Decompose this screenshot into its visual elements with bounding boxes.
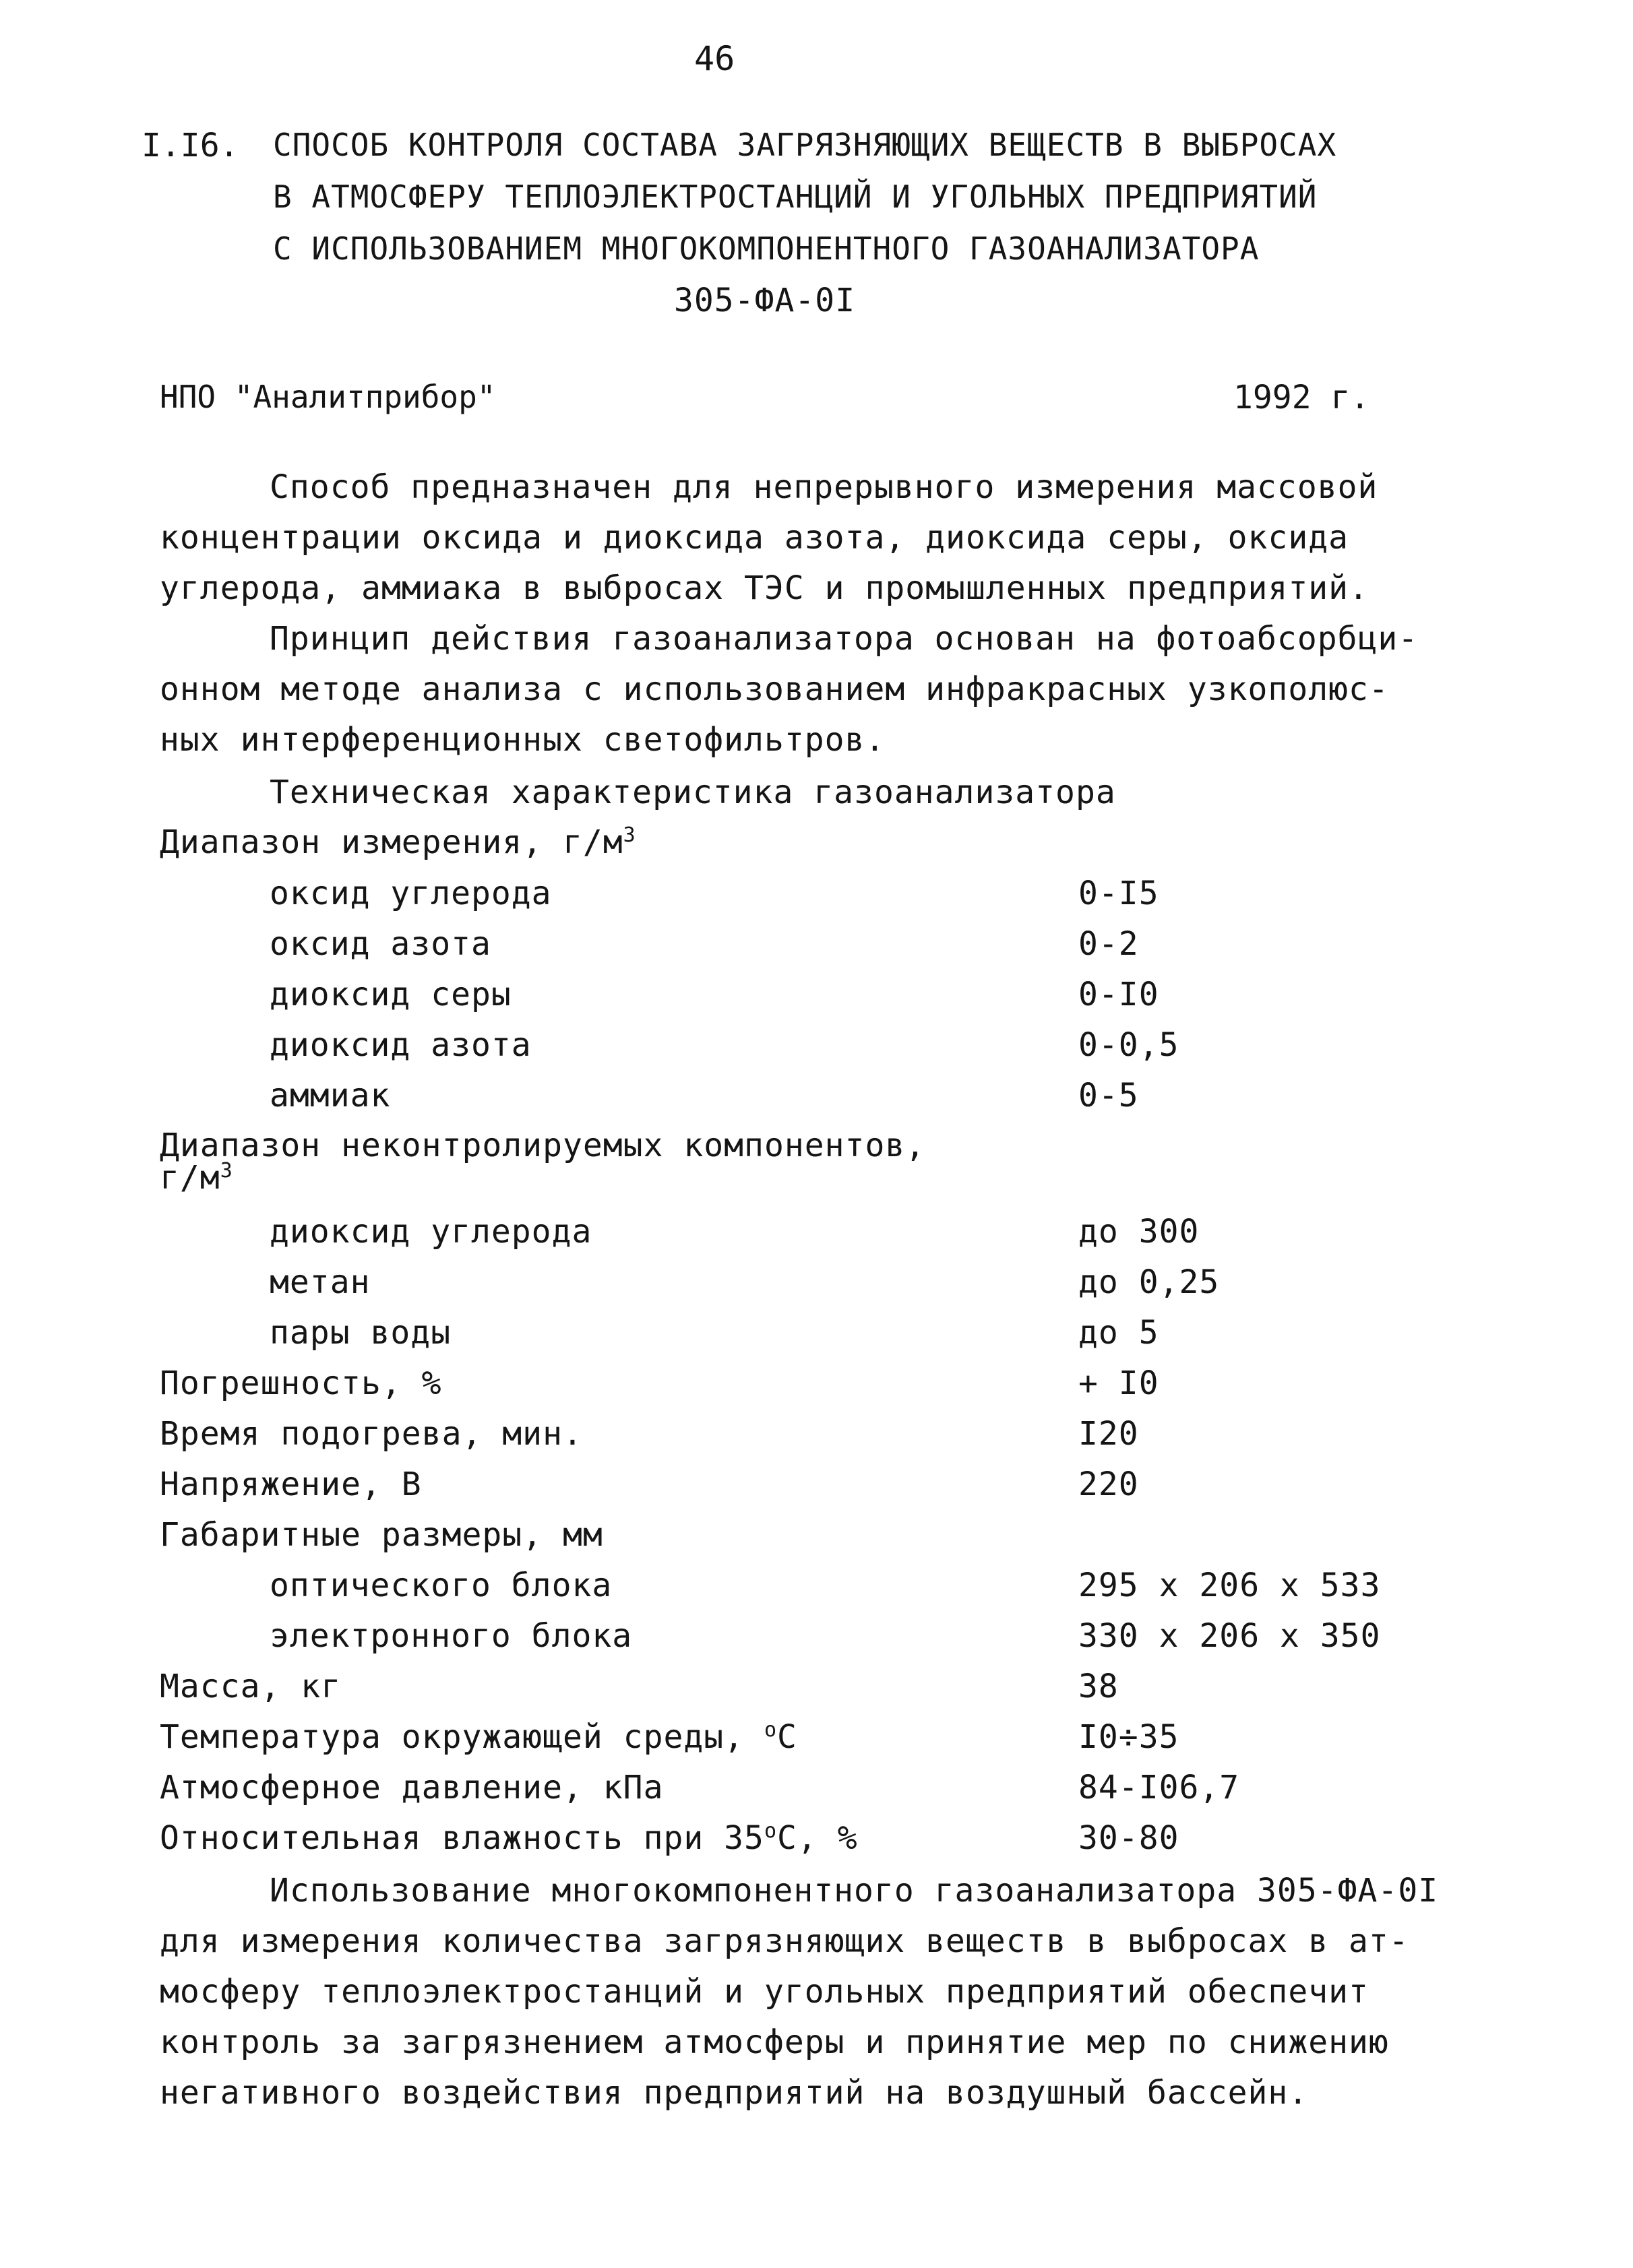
conclusion-line: негативного воздействия предприятий на воздушный бассейн. [160,2074,1309,2112]
measurement-item-name: диоксид серы [270,976,512,1013]
spec-name: Масса, кг [160,1668,342,1705]
spec-value: I20 [1078,1415,1139,1453]
section-title-line: В АТМОСФЕРУ ТЕПЛОЭЛЕКТРОСТАНЦИЙ И УГОЛЬНЫХ ПРЕДПРИЯТИЙ [273,179,1318,215]
measurement-range-label: Диапазон измерения, $г/м^3$ [160,823,636,861]
section-number: I.I6. [142,127,239,164]
year: 1992 г. [1233,379,1370,416]
spec-value: 30-80 [1078,1819,1179,1857]
intro-line: Способ предназначен для непрерывного измерения массовой [270,468,1378,506]
conclusion-line: мосферу теплоэлектростанций и угольных предприятий обеспечит [160,1973,1369,2011]
conclusion-line: Использование многокомпонентного газоанализатора 305-ФА-0I [270,1872,1439,1910]
uncontrolled-item-value: до 0,25 [1078,1263,1220,1301]
measurement-item-value: 0-5 [1078,1077,1139,1114]
uncontrolled-item-name: диоксид углерода [270,1213,592,1251]
intro-line: концентрации оксида и диоксида азота, диоксида серы, оксида [160,519,1349,557]
uncontrolled-range-unit: $г/м^3$ [160,1159,233,1197]
uncontrolled-item-value: до 300 [1078,1213,1200,1251]
spec-value: 220 [1078,1466,1139,1503]
measurement-item-value: 0-2 [1078,925,1139,963]
dimension-item-name: электронного блока [270,1617,633,1655]
measurement-item-value: 0-I0 [1078,976,1159,1013]
spec-value: I0÷35 [1078,1718,1179,1756]
section-title-line: СПОСОБ КОНТРОЛЯ СОСТАВА ЗАГРЯЗНЯЮЩИХ ВЕЩЕСТВ В ВЫБРОСАХ [273,127,1337,163]
conclusion-line: для измерения количества загрязняющих веществ в выбросах в ат- [160,1922,1409,1960]
section-title-line: 305-ФА-0I [674,282,856,319]
measurement-item-name: диоксид азота [270,1026,532,1064]
measurement-item-name: аммиак [270,1077,391,1114]
page-number: 46 [694,39,735,78]
measurement-item-name: оксид азота [270,925,491,963]
spec-name: Напряжение, В [160,1466,422,1503]
organization: НПО "Аналитприбор" [160,379,496,415]
measurement-item-value: 0-0,5 [1078,1026,1179,1064]
principle-line: ных интерференционных светофильтров. [160,721,886,759]
measurement-item-value: 0-I5 [1078,875,1159,912]
spec-name: Атмосферное давление, кПа [160,1769,664,1806]
spec-value: 84-I06,7 [1078,1769,1240,1806]
spec-name: Время подогрева, мин. [160,1415,583,1453]
principle-line: онном методе анализа с использованием инфракрасных узкополюс- [160,670,1389,708]
principle-line: Принцип действия газоанализатора основан на фотоабсорбци- [270,620,1419,658]
spec-name: Относительная влажность при $35^оС$, % [160,1819,858,1857]
dimensions-label: Габаритные размеры, мм [160,1516,603,1554]
uncontrolled-item-value: до 5 [1078,1314,1159,1352]
dimension-item-value: 295 х 206 х 533 [1078,1567,1381,1604]
spec-name: Погрешность, % [160,1364,442,1402]
uncontrolled-item-name: пары воды [270,1314,452,1352]
spec-value: + I0 [1078,1364,1159,1402]
intro-line: углерода, аммиака в выбросах ТЭС и промышленных предприятий. [160,569,1369,607]
dimension-item-name: оптического блока [270,1567,613,1604]
uncontrolled-range-label: Диапазон неконтролируемых компонентов, [160,1127,926,1164]
uncontrolled-item-name: метан [270,1263,371,1301]
conclusion-line: контроль за загрязнением атмосферы и принятие мер по снижению [160,2023,1389,2061]
spec-value: 38 [1078,1668,1119,1705]
spec-name: Температура окружающей среды, $^о$С [160,1718,797,1756]
dimension-item-value: 330 х 206 х 350 [1078,1617,1381,1655]
section-title-line: С ИСПОЛЬЗОВАНИЕМ МНОГОКОМПОНЕНТНОГО ГАЗОАНАЛИЗАТОРА [273,230,1260,267]
spec-heading: Техническая характеристика газоанализатора [270,774,1116,811]
measurement-item-name: оксид углерода [270,875,552,912]
